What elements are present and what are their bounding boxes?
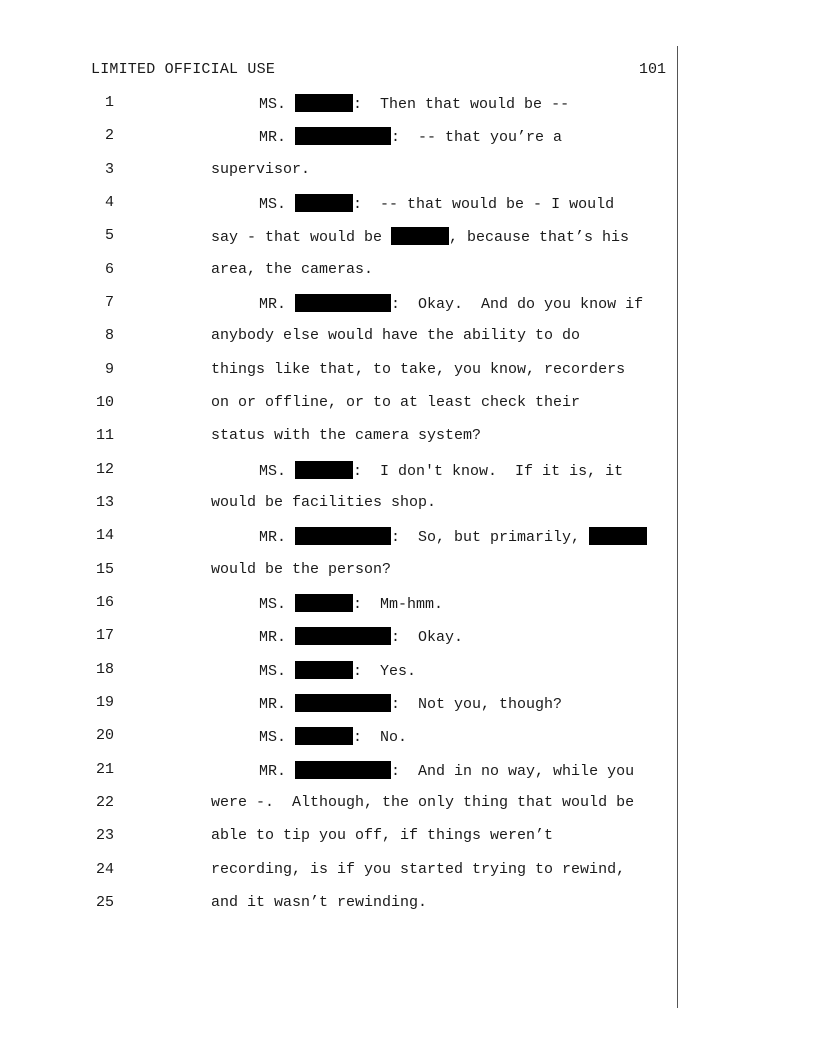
transcript-line [0,394,816,418]
line-text [259,194,614,213]
transcript-line [0,894,816,918]
spoken-text: : -- that would be - I would [353,196,615,213]
transcript-line [0,194,816,218]
line-number: 7 [104,294,114,311]
spoken-text: , because that’s his [449,229,630,246]
line-text [211,227,629,246]
speaker-title: MR. [259,296,287,313]
transcript-line [0,294,816,318]
line-number: 21 [95,761,114,778]
speaker-title: MR. [259,763,287,780]
line-text: able to tip you off, if things weren’t [211,827,554,844]
line-number: 19 [95,694,114,711]
line-text [259,127,562,146]
speaker-title: MR. [259,129,287,146]
spoken-text: : And in no way, while you [391,763,635,780]
redaction-box [295,94,353,112]
line-text [259,694,562,713]
spoken-text: : So, but primarily, [391,529,590,546]
line-text [259,461,623,480]
line-number: 17 [95,627,114,644]
spoken-text: : No. [353,729,408,746]
speaker-title: MS. [259,729,287,746]
transcript-line [0,794,816,818]
transcript-line [0,427,816,451]
transcript-line [0,327,816,351]
spoken-text: : -- that you’re a [391,129,563,146]
line-text: area, the cameras. [211,261,374,278]
transcript-line [0,661,816,685]
spoken-text: : Okay. And do you know if [391,296,644,313]
redaction-box [295,294,391,312]
line-text: anybody else would have the ability to do [211,327,581,344]
redaction-box [295,694,391,712]
redaction-box [295,761,391,779]
transcript-line [0,827,816,851]
transcript-line [0,561,816,585]
line-number: 14 [95,527,114,544]
transcript-line [0,461,816,485]
line-number: 12 [95,461,114,478]
speaker-title: MR. [259,529,287,546]
spoken-text: : I don't know. If it is, it [353,463,624,480]
speaker-title: MS. [259,463,287,480]
redaction-box [295,127,391,145]
line-text [259,294,643,313]
classification-header: LIMITED OFFICIAL USE [91,61,276,78]
line-text: would be the person? [211,561,392,578]
line-number: 11 [95,427,114,444]
redaction-box [391,227,449,245]
line-number: 3 [104,161,114,178]
speaker-title: MR. [259,629,287,646]
speaker-title: MR. [259,696,287,713]
line-number: 1 [104,94,114,111]
line-number: 10 [95,394,114,411]
redaction-box [295,461,353,479]
line-text [259,727,407,746]
line-text [259,527,647,546]
speaker-title: MS. [259,96,287,113]
transcript-line [0,261,816,285]
redaction-box [295,627,391,645]
line-text [259,94,569,113]
spoken-text: : Yes. [353,663,417,680]
spoken-text: say - that would be [211,229,392,246]
line-text: recording, is if you started trying to rewind, [211,861,626,878]
line-number: 24 [95,861,114,878]
transcript-line [0,227,816,251]
spoken-text: : Not you, though? [391,696,563,713]
line-text: status with the camera system? [211,427,482,444]
line-number: 16 [95,594,114,611]
spoken-text: : Okay. [391,629,464,646]
line-text: things like that, to take, you know, recorders [211,361,626,378]
redaction-box [295,194,353,212]
transcript-line [0,361,816,385]
line-text: supervisor. [211,161,311,178]
line-text: and it wasn’t rewinding. [211,894,428,911]
line-text [259,594,443,613]
redaction-box [295,661,353,679]
line-number: 20 [95,727,114,744]
redaction-box [589,527,647,545]
redaction-box [295,727,353,745]
line-text: on or offline, or to at least check their [211,394,581,411]
line-number: 18 [95,661,114,678]
line-number: 15 [95,561,114,578]
transcript-line [0,594,816,618]
speaker-title: MS. [259,596,287,613]
transcript-line [0,694,816,718]
redaction-box [295,527,391,545]
speaker-title: MS. [259,196,287,213]
page-number: 101 [639,61,667,78]
line-number: 8 [104,327,114,344]
transcript-line [0,127,816,151]
line-number: 9 [104,361,114,378]
line-number: 25 [95,894,114,911]
line-number: 5 [104,227,114,244]
line-text [259,627,463,646]
line-number: 4 [104,194,114,211]
line-number: 23 [95,827,114,844]
line-number: 22 [95,794,114,811]
transcript-line [0,94,816,118]
line-text: were -. Although, the only thing that would be [211,794,635,811]
line-text [259,761,634,780]
transcript-line [0,161,816,185]
spoken-text: : Then that would be -- [353,96,570,113]
transcript-line [0,861,816,885]
transcript-line [0,727,816,751]
transcript-line [0,627,816,651]
transcript-line [0,761,816,785]
redaction-box [295,594,353,612]
line-text: would be facilities shop. [211,494,437,511]
line-text [259,661,416,680]
line-number: 6 [104,261,114,278]
transcript-line [0,494,816,518]
speaker-title: MS. [259,663,287,680]
line-number: 2 [104,127,114,144]
transcript-line [0,527,816,551]
line-number: 13 [95,494,114,511]
spoken-text: : Mm-hmm. [353,596,444,613]
